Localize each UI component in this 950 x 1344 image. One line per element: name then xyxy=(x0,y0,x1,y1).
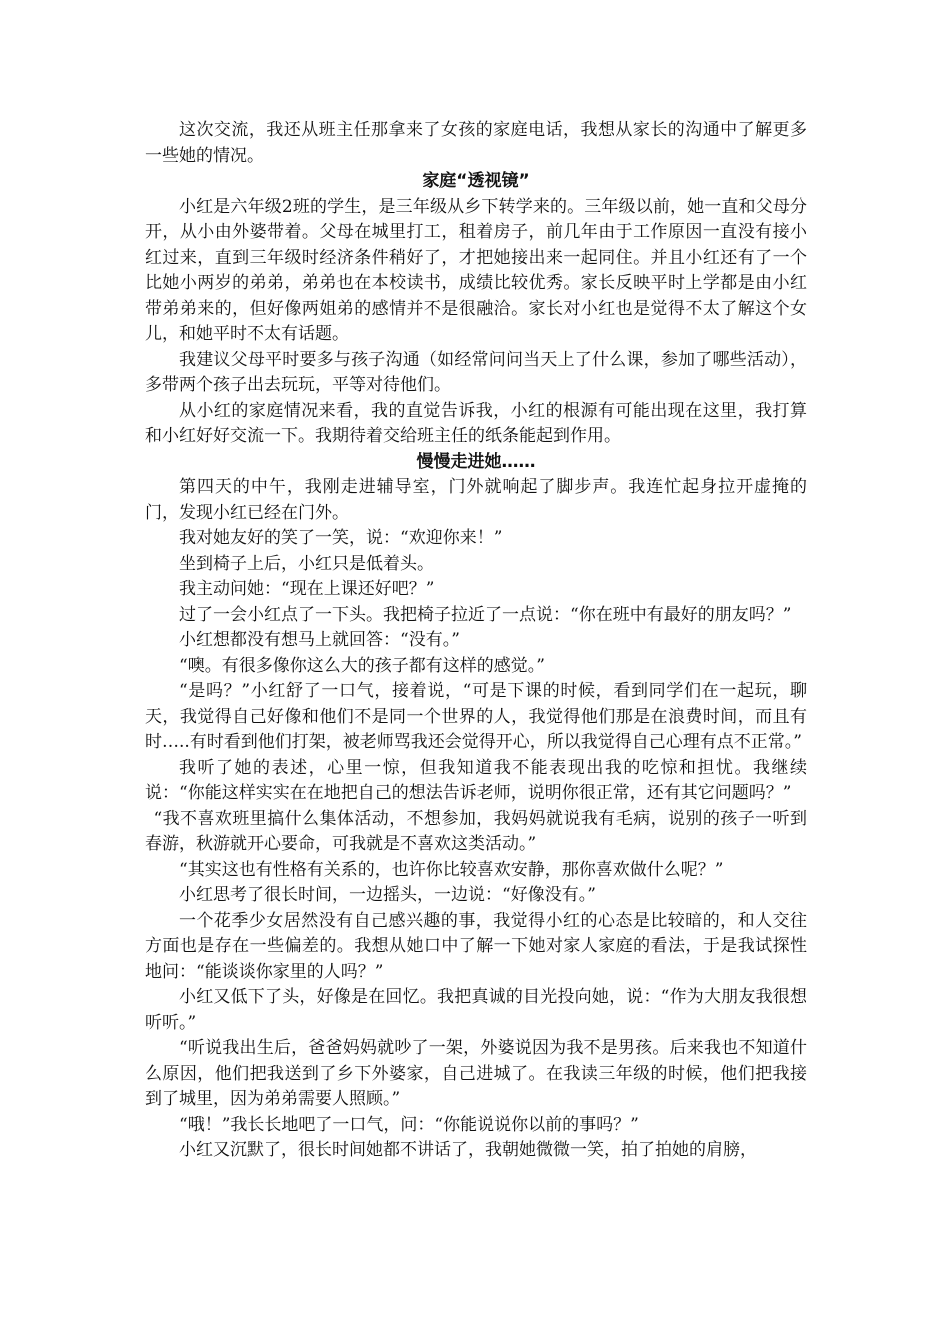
dialogue-paragraph: “噢。有很多像你这么大的孩子都有这样的感觉。” xyxy=(179,655,545,676)
dialogue-paragraph: 我听了她的表述，心里一惊，但我知道我不能表现出我的吃惊和担忧。我继续说：“你能这样实实在在地把自己的想法告诉老师，说明你很正常，还有其它问题吗？” xyxy=(145,757,807,803)
dialogue-paragraph: 我主动问她：“现在上课还好吧？” xyxy=(179,579,435,599)
dialogue-paragraph: 一个花季少女居然没有自己感兴趣的事，我觉得小红的心态是比较暗的，和人交往方面也是存在一些偏差的。我想从她口中了解一下她对家人家庭的看法，于是我试探性地问：“能谈谈你家里的人吗？” xyxy=(145,910,807,982)
dialogue-paragraph: “听说我出生后，爸爸妈妈就吵了一架，外婆说因为我不是男孩。后来我也不知道什么原因，他们把我送到了乡下外婆家，自己进城了。在我读三年级的时候，他们把我接到了城里，因为弟弟需要人照顾。” xyxy=(145,1038,807,1109)
dialogue-paragraph: 坐到椅子上后，小红只是低着头。 xyxy=(179,553,434,574)
dialogue-paragraph: “是吗？”小红舒了一口气，接着说，“可是下课的时候，看到同学们在一起玩，聊天，我觉得自己好像和他们不是同一个世界的人，我觉得他们那是在浪费时间，而且有时…..有时看到他们打架，被老师骂我还会觉得开心，所以我觉得自己心理有点不正常。” xyxy=(145,681,807,752)
dialogue-paragraph: 第四天的中午，我刚走进辅导室，门外就响起了脚步声。我连忙起身拉开虚掩的门，发现小红已经在门外。 xyxy=(145,477,807,523)
section-heading-family: 家庭“透视镜” xyxy=(422,171,530,191)
dialogue-paragraph: 小红又低下了头，好像是在回忆。我把真诚的目光投向她，说：“作为大朋友我很想听听。” xyxy=(145,987,807,1033)
dialogue-paragraph: 我对她友好的笑了一笑，说：“欢迎你来！” xyxy=(179,528,503,548)
dialogue-paragraph: “我不喜欢班里搞什么集体活动，不想参加，我妈妈就说我有毛病，说别的孩子一听到春游，秋游就开心要命，可我就是不喜欢这类活动。” xyxy=(145,808,807,854)
dialogue-paragraph: 小红思考了很长时间，一边摇头，一边说：“好像没有。” xyxy=(179,885,596,905)
family-paragraph: 我建议父母平时要多与孩子沟通（如经常问问当天上了什么课，参加了哪些活动），多带两个孩子出去玩玩，平等对待他们。 xyxy=(145,349,807,395)
dialogue-paragraph: 小红又沉默了，很长时间她都不讲话了，我朝她微微一笑，拍了拍她的肩膀， xyxy=(179,1140,757,1160)
family-paragraph: 从小红的家庭情况来看，我的直觉告诉我，小红的根源有可能出现在这里，我打算和小红好好交流一下。我期待着交给班主任的纸条能起到作用。 xyxy=(145,400,807,446)
family-paragraph: 小红是六年级2班的学生，是三年级从乡下转学来的。三年级以前，她一直和父母分开，从小由外婆带着。父母在城里打工，租着房子，前几年由于工作原因一直没有接小红过来，直到三年级时经济条件稍好了，才把她接出来一起同住。并且小红还有了一个比她小两岁的弟弟，弟弟也在本校读书，成绩比较优秀。家长反映平时上学都是由小红带弟弟来的，但好像两姐弟的感情并不是很融洽。家长对小红也是觉得不太了解这个女儿，和她平时不太有话题。 xyxy=(145,196,807,344)
dialogue-paragraph: “其实这也有性格有关系的，也许你比较喜欢安静，那你喜欢做什么呢？” xyxy=(179,859,724,880)
dialogue-paragraph: 过了一会小红点了一下头。我把椅子拉近了一点说：“你在班中有最好的朋友吗？” xyxy=(179,604,792,625)
dialogue-paragraph: 小红想都没有想马上就回答：“没有。” xyxy=(179,630,460,650)
intro-paragraph: 这次交流，我还从班主任那拿来了女孩的家庭电话，我想从家长的沟通中了解更多一些她的情况。 xyxy=(145,120,807,166)
document-page xyxy=(145,118,807,1164)
dialogue-paragraph: “哦！”我长长地吧了一口气，问：“你能说说你以前的事吗？” xyxy=(179,1114,639,1135)
section-heading-approach: 慢慢走进她…… xyxy=(416,451,536,472)
